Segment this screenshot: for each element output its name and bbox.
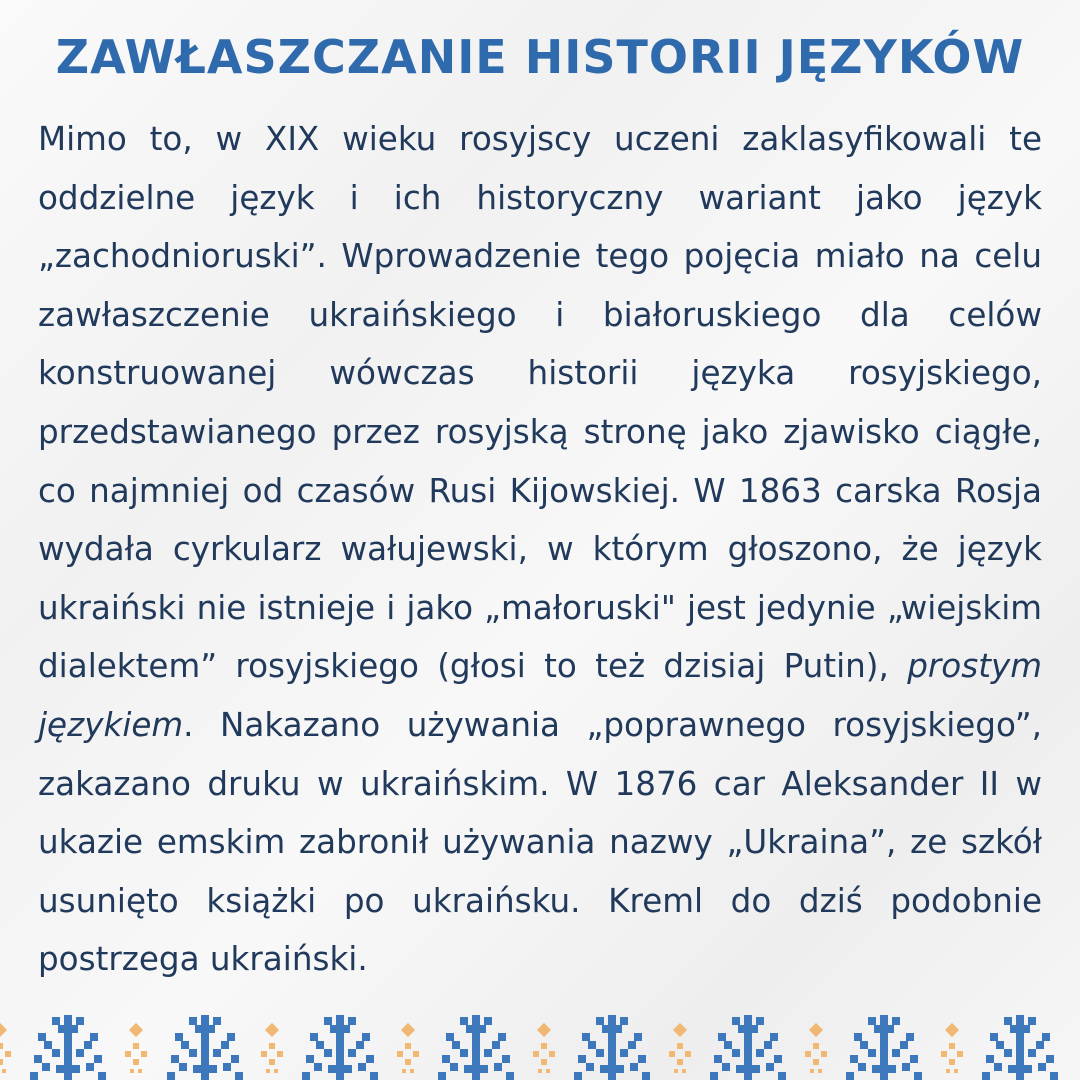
body-text-part-2: . Nakazano używania „poprawnego rosyjskiego”, zakazano druku w ukraińskim. W 1876 car Aleksander II w ukazie emskim zabronił używania nazwy „Ukraina”, ze szkół usunięto książki po ukraińsku. Kreml do dziś podobnie postrzega ukraiński. [38,705,1042,979]
body-text-italic: prostym językiem [38,647,1042,744]
body-paragraph [38,110,1042,989]
folk-ornament-border [0,1015,1080,1080]
page-title: ZAWŁASZCZANIE HISTORII JĘZYKÓW [55,30,1025,84]
body-text-part-1: Mimo to, w XIX wieku rosyjscy uczeni zaklasyfikowali te oddzielne język i ich historyczny wariant jako język „zachodnioruski”. Wprowadzenie tego pojęcia miało na celu zawłaszczenie ukraińskiego i białoruskiego dla celów konstruowanej wówczas historii języka rosyjskiego, przedstawianego przez rosyjską stronę jako zjawisko ciągłe, co najmniej od czasów Rusi Kijowskiej. W 1863 carska Rosja wydała cyrkularz wałujewski, w którym głoszono, że język ukraiński nie istnieje i jako „małoruski" jest jedynie „wiejskim dialektem” rosyjskiego (głosi to też dzisiaj Putin), [38,120,1042,686]
